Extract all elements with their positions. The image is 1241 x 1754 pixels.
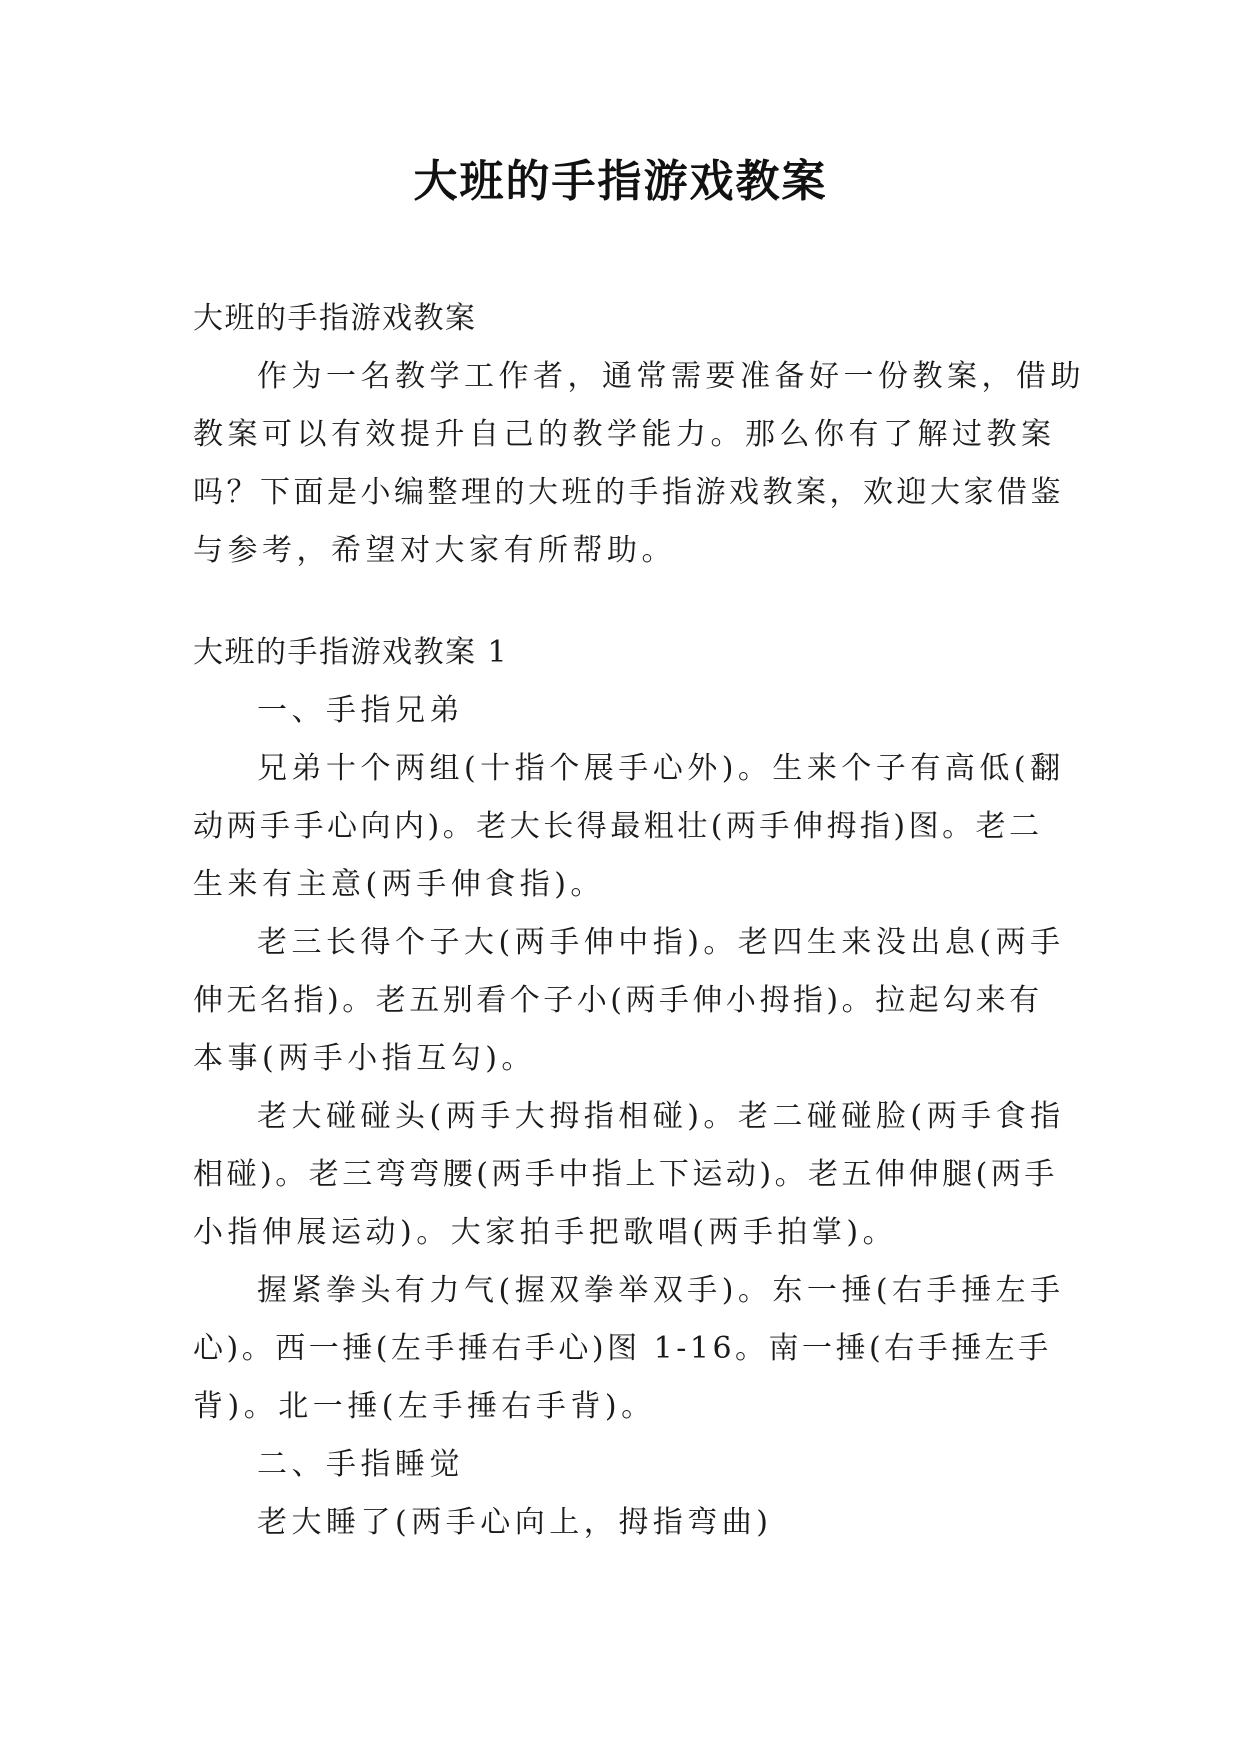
paragraph-line: 伸无名指)。老五别看个子小(两手伸小拇指)。拉起勾来有 [193,983,1043,1018]
document-title: 大班的手指游戏教案 [413,156,828,207]
intro-paragraph [193,348,1085,580]
paragraph-line: 相碰)。老三弯弯腰(两手中指上下运动)。老五伸伸腿(两手 [193,1157,1058,1192]
paragraph-line: 背)。北一捶(左手捶右手背)。 [193,1389,656,1424]
plan-heading: 大班的手指游戏教案 1 [193,635,509,670]
paragraph [193,1494,1055,1552]
paragraph-line: 吗？下面是小编整理的大班的手指游戏教案，欢迎大家借鉴 [193,475,1064,510]
paragraph-line: 本事(两手小指互勾)。 [193,1041,536,1076]
paragraph-line: 兄弟十个两组(十指个展手心外)。生来个子有高低(翻 [257,751,1065,786]
paragraph-line: 老大碰碰头(两手大拇指相碰)。老二碰碰脸(两手食指 [257,1099,1065,1134]
paragraph-line: 小指伸展运动)。大家拍手把歌唱(两手拍掌)。 [193,1215,898,1250]
paragraph [193,740,1065,914]
paragraph-line: 老大睡了(两手心向上，拇指弯曲) [257,1505,773,1540]
section-title: 二、手指睡觉 [257,1447,464,1482]
paragraph-line: 生来有主意(两手伸食指)。 [193,867,605,902]
paragraph [193,914,1065,1088]
paragraph-line: 心)。西一捶(左手捶右手心)图 1-16。南一捶(右手捶左手 [193,1331,1052,1366]
spacer [193,580,1055,624]
document-body [193,290,1085,1552]
section-title: 一、手指兄弟 [257,693,464,728]
paragraph-line: 老三长得个子大(两手伸中指)。老四生来没出息(两手 [257,925,1065,960]
paragraph-line: 作为一名教学工作者，通常需要准备好一份教案，借助 [257,359,1085,394]
paragraph-line: 动两手手心向内)。老大长得最粗壮(两手伸拇指)图。老二 [193,809,1043,844]
paragraph [193,1088,1065,1262]
paragraph [193,1262,1065,1436]
intro-heading: 大班的手指游戏教案 [193,301,477,336]
paragraph-line: 握紧拳头有力气(握双拳举双手)。东一捶(右手捶左手 [257,1273,1065,1308]
paragraph-line: 与参考，希望对大家有所帮助。 [193,533,676,568]
paragraph-line: 教案可以有效提升自己的教学能力。那么你有了解过教案 [193,417,1056,452]
